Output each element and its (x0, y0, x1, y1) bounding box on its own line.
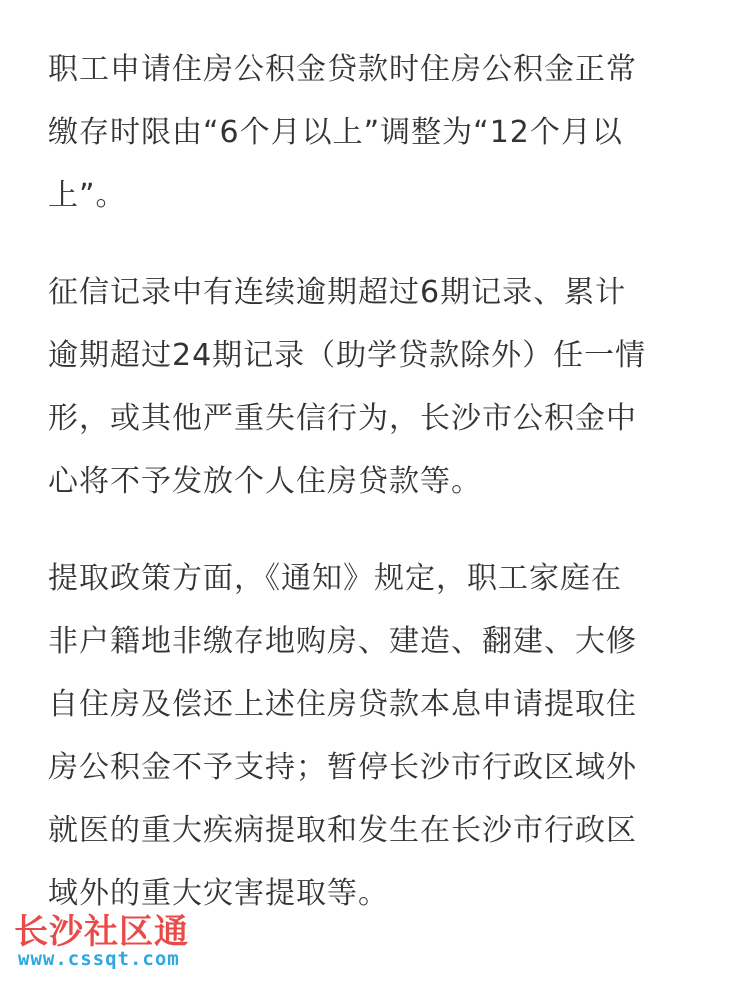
text-line: 缴存时限由“6个月以上”调整为“12个月以 (48, 115, 623, 150)
text-line: 逾期超过24期记录（助学贷款除外）任一情 (48, 338, 647, 373)
watermark-url: www.cssqt.com (18, 948, 180, 970)
text-line: 就医的重大疾病提取和发生在长沙市行政区 (48, 813, 637, 848)
text-line: 征信记录中有连续逾期超过6期记录、累计 (48, 275, 627, 310)
text-line: 上”。 (48, 178, 127, 213)
text-line: 提取政策方面，《通知》规定，职工家庭在 (48, 561, 622, 596)
text-line: 职工申请住房公积金贷款时住房公积金正常 (48, 52, 637, 87)
text-line: 房公积金不予支持；暂停长沙市行政区域外 (48, 750, 637, 785)
text-line: 形，或其他严重失信行为，长沙市公积金中 (48, 401, 637, 436)
article-body (48, 38, 708, 959)
text-line: 域外的重大灾害提取等。 (48, 876, 389, 911)
text-line: 自住房及偿还上述住房贷款本息申请提取住 (48, 687, 637, 722)
paragraph-loan-requirement (48, 38, 708, 227)
text-line: 非户籍地非缴存地购房、建造、翻建、大修 (48, 624, 637, 659)
text-line: 心将不予发放个人住房贷款等。 (48, 464, 482, 499)
paragraph-withdrawal-policy (48, 547, 708, 925)
paragraph-credit-record (48, 261, 708, 513)
watermark-title: 长沙社区通 (14, 912, 189, 952)
